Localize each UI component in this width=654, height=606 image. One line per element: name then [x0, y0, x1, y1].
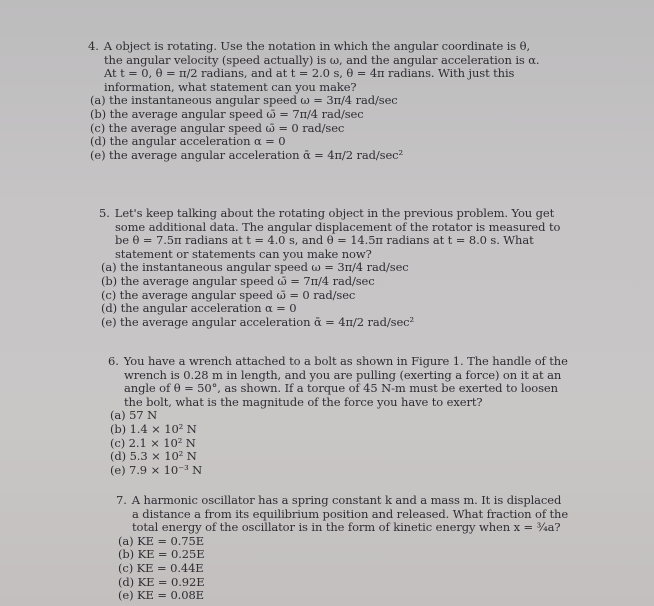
question-line: wrench is 0.28 m in length, and you are pulling (exerting a force) on it at an — [124, 367, 562, 382]
answer-option-b: (b) 1.4 × 10² N — [110, 421, 197, 436]
answer-option-d: (d) the angular acceleration α = 0 — [101, 301, 297, 316]
question-number: 7. — [116, 493, 127, 507]
answer-option-a: (a) the instantaneous angular speed ω = 3π/4 rad/sec — [90, 93, 398, 108]
question-number: 6. — [108, 354, 119, 368]
question-line: At t = 0, θ = π/2 radians, and at t = 2.0 s, θ = 4π radians. With just this — [104, 66, 515, 81]
question-number: 5. — [99, 206, 110, 220]
answer-option-b: (b) the average angular speed ω̄ = 7π/4 rad/sec — [101, 273, 375, 288]
answer-option-c: (c) the average angular speed ω̄ = 0 rad/sec — [101, 287, 356, 302]
question-line: total energy of the oscillator is in the form of kinetic energy when x = ¾a? — [132, 520, 561, 535]
question-line: A harmonic oscillator has a spring constant k and a mass m. It is displaced — [131, 493, 562, 507]
answer-option-e: (e) the average angular acceleration ᾱ = 4π/2 rad/sec² — [90, 147, 404, 162]
answer-option-d: (d) KE = 0.92E — [118, 574, 205, 589]
question-line: Let's keep talking about the rotating object in the previous problem. You get — [114, 206, 555, 220]
question-6 — [108, 355, 568, 477]
question-number: 4. — [88, 39, 99, 53]
answer-option-a: (a) 57 N — [110, 408, 158, 423]
answer-option-c: (c) 2.1 × 10² N — [110, 435, 196, 450]
question-line: a distance a from its equilibrium position and released. What fraction of the — [132, 506, 569, 521]
question-line: information, what statement can you make? — [104, 79, 357, 94]
question-4 — [88, 40, 540, 162]
question-line: be θ = 7.5π radians at t = 4.0 s, and θ = 14.5π radians at t = 8.0 s. What — [115, 233, 534, 248]
answer-option-a: (a) the instantaneous angular speed ω = 3π/4 rad/sec — [101, 260, 409, 275]
question-line: the angular velocity (speed actually) is ω, and the angular acceleration is α. — [104, 52, 540, 67]
answer-option-e: (e) 7.9 × 10⁻³ N — [110, 462, 203, 477]
answer-option-d: (d) 5.3 × 10² N — [110, 449, 197, 464]
question-line: statement or statements can you make now? — [115, 246, 372, 261]
answer-option-d: (d) the angular acceleration α = 0 — [90, 134, 286, 149]
question-line: angle of θ = 50°, as shown. If a torque of 45 N-m must be exerted to loosen — [124, 381, 558, 396]
answer-option-a: (a) KE = 0.75E — [118, 533, 205, 548]
answer-option-b: (b) the average angular speed ω̄ = 7π/4 rad/sec — [90, 106, 364, 121]
answer-option-e: (e) KE = 0.08E — [118, 588, 204, 603]
question-line: A object is rotating. Use the notation in which the angular coordinate is θ, — [103, 39, 531, 53]
question-line: You have a wrench attached to a bolt as shown in Figure 1. The handle of the — [123, 354, 568, 368]
answer-option-e: (e) the average angular acceleration ᾱ = 4π/2 rad/sec² — [101, 314, 415, 329]
answer-option-b: (b) KE = 0.25E — [118, 547, 205, 562]
question-5 — [99, 207, 560, 329]
question-line: the bolt, what is the magnitude of the force you have to exert? — [124, 394, 483, 409]
question-7 — [116, 494, 568, 603]
answer-option-c: (c) the average angular speed ω̄ = 0 rad/sec — [90, 120, 345, 135]
question-line: some additional data. The angular displacement of the rotator is measured to — [115, 219, 561, 234]
answer-option-c: (c) KE = 0.44E — [118, 560, 204, 575]
